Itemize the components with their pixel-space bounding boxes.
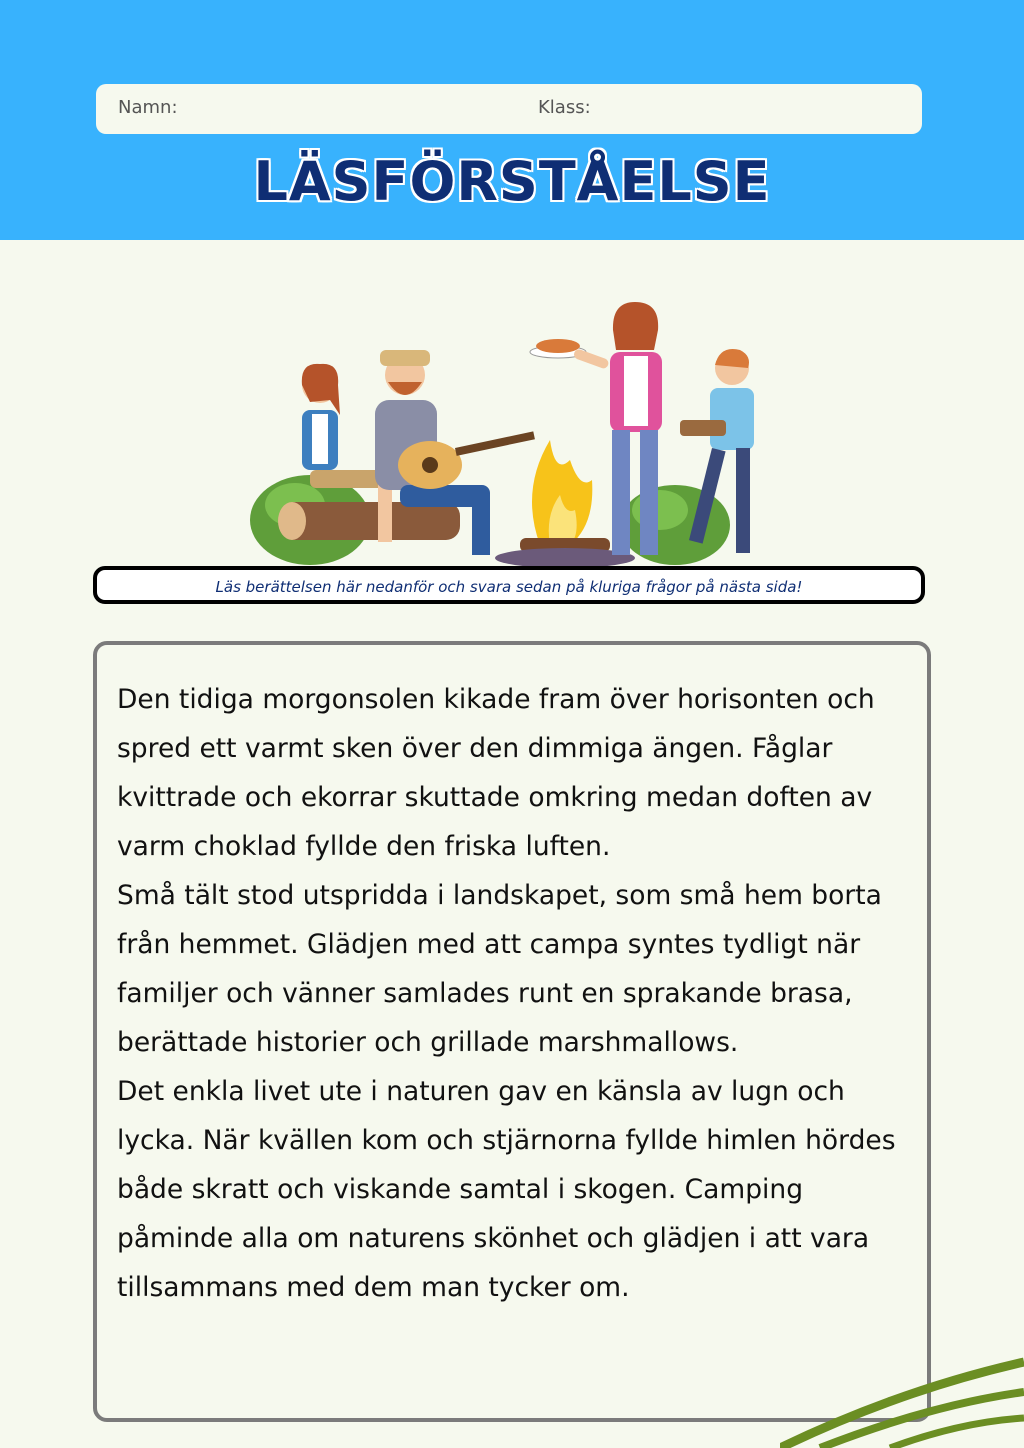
woman-hair (613, 302, 658, 350)
man-shin (472, 495, 490, 555)
boy-hair (715, 349, 749, 368)
woman-arm (573, 348, 610, 370)
name-label: Namn: (118, 97, 178, 118)
page-title: LÄSFÖRSTÅELSE (253, 150, 771, 213)
girl-shin (378, 482, 392, 542)
boy-body (710, 388, 754, 450)
guitar-neck (455, 431, 535, 455)
man-beard (388, 382, 422, 395)
guitar-hole (422, 457, 438, 473)
woman-leg-left (612, 430, 630, 555)
instruction-text: Läs berättelsen här nedanför och svara sedan på kluriga frågor på nästa sida! (215, 578, 803, 596)
grass-blade-1 (780, 1362, 1024, 1448)
girl-shirt (312, 414, 328, 464)
boy-firewood (680, 420, 726, 436)
man-hat (380, 350, 430, 366)
campfire-family-illustration (240, 290, 780, 570)
woman-shirt (624, 356, 648, 426)
story-paragraph-2: Små tält stod utspridda i landskapet, som små hem borta från hemmet. Glädjen med att campa syntes tydligt när familjer och vänner samlades runt en sprakande brasa, berättade historier och grillade marshmallows. (117, 880, 882, 1058)
story-paragraph-1: Den tidiga morgonsolen kikade fram över horisonten och spred ett varmt sken över den dimmiga ängen. Fåglar kvittrade och ekorrar skuttade omkring medan doften av varm choklad fyllde den friska luften. (117, 684, 875, 862)
story-box (93, 641, 931, 1422)
grass-blades-icon (780, 1350, 1024, 1448)
instruction-box (93, 566, 925, 604)
food (536, 339, 580, 353)
grass-blade-3 (890, 1418, 1024, 1448)
girl-hair (302, 364, 340, 415)
class-label: Klass: (538, 97, 591, 118)
name-class-bar (96, 84, 922, 134)
log (280, 502, 460, 540)
header-banner (0, 0, 1024, 240)
log-end (278, 502, 306, 540)
story-paragraph-3: Det enkla livet ute i naturen gav en känsla av lugn och lycka. När kvällen kom och stjärnorna fyllde himlen hördes både skratt och viskande samtal i skogen. Camping påminde alla om naturens skönhet och glädjen i att vara tillsammans med dem man tycker om. (117, 1076, 896, 1303)
boy-leg-right (736, 448, 750, 553)
story-text (117, 675, 917, 1312)
woman-leg-right (640, 430, 658, 555)
